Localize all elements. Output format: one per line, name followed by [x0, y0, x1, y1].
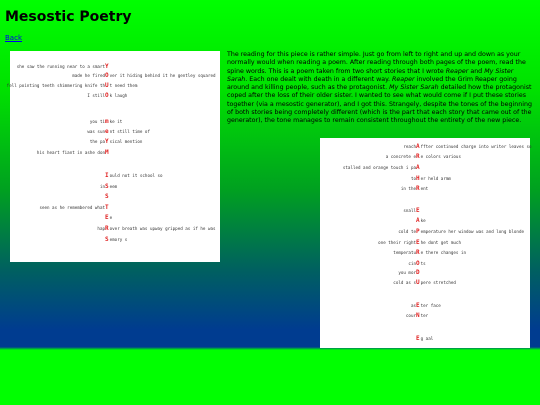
poem-line-after: sical mention: [109, 139, 143, 144]
spine-letter: R: [416, 249, 420, 256]
poem-line-before: you mor: [398, 270, 416, 275]
spine-letter: H: [416, 175, 420, 182]
poem-line-before: to: [410, 176, 416, 181]
poem-line: [403, 207, 420, 214]
poem-line-after: ter face: [420, 303, 441, 308]
spine-letter: R: [105, 225, 109, 232]
poem-line-after: k laugh: [109, 93, 128, 98]
poem-line: [400, 185, 429, 192]
spine-letter: S: [105, 236, 109, 243]
poem-line: [416, 335, 434, 342]
poem-line-after: eem: [109, 184, 118, 189]
spine-letter: U: [416, 279, 420, 286]
spine-letter: O: [105, 72, 109, 79]
spine-letter: D: [416, 269, 420, 276]
poem-line: [410, 175, 451, 182]
poem-line-after: emperature her window was and long blonde: [420, 229, 524, 234]
poem-line-after: pere stretched: [420, 280, 456, 285]
poem-line-before: reach: [403, 144, 416, 149]
poem-line-after: he dont get much: [420, 240, 461, 245]
spine-letter: O: [416, 260, 420, 267]
poem-line: [342, 164, 420, 171]
poem-line-before: one their right: [378, 240, 416, 245]
poem-line-before: the pa: [89, 139, 105, 144]
poem-line-before: temperatu: [393, 250, 416, 255]
spine-letter: S: [105, 193, 109, 200]
poem-line-after: ter: [420, 313, 429, 318]
spine-letter: A: [416, 217, 420, 224]
poem-line: [105, 194, 109, 199]
poem-line: [99, 183, 118, 190]
poem-line: [398, 228, 524, 235]
poem-line: [6, 82, 138, 89]
poem-line-before: snall: [403, 208, 416, 213]
poem-line-before: fell pointing teeth shimmering knife th: [6, 83, 105, 88]
back-link[interactable]: Back: [5, 34, 22, 42]
poem-line: [72, 72, 216, 79]
poem-line-before: you ti: [89, 119, 105, 124]
spine-letter: E: [416, 207, 420, 214]
description-text: detailed how the protagonist coped after the loss of their older sister. I wanted to see what would come if I put these stories together (via a mesostic generator), and I got this. Strangely, despite the tones of the beginning of both stories being completely different (which is the part that each story that came out of the generator), the tone manages to remain consistent throughout the entirety of the new piece.: [227, 84, 532, 125]
poem-line: [105, 236, 128, 243]
poem-line-after: nt still time of: [109, 129, 150, 134]
poem-line-after: e there changes in: [420, 250, 467, 255]
poem-line-before: she saw the running near to a smart: [16, 64, 105, 69]
poem-line: [393, 249, 467, 256]
spine-letter: T: [105, 204, 109, 211]
spine-letter: A: [416, 143, 420, 150]
spine-letter: e: [105, 128, 109, 135]
poem-line-after: ke it: [109, 119, 123, 124]
page-title: Mesostic Poetry: [5, 9, 132, 25]
spine-letter: A: [416, 164, 420, 171]
poem-line-after: t need them: [109, 83, 138, 88]
poem-line-after: ent: [420, 186, 429, 191]
poem-line-after: emory s: [109, 237, 128, 242]
poem-line-before: cour: [405, 313, 416, 318]
description-paragraph: [227, 51, 535, 126]
poem-line: [16, 63, 109, 70]
poem-line: [398, 269, 420, 276]
description-text: The reading for this piece is rather simple. Just go from left to right and up and down as your normally would when reading a poem. After reading through both pages of the poem, read the spine words. This is a poem taken from two short stories that I wrote: [227, 51, 526, 75]
poem-line-before: in: [99, 184, 105, 189]
spine-letter: Y: [105, 138, 109, 145]
poem-line-before: as: [410, 303, 416, 308]
spine-letter: U: [105, 82, 109, 89]
poem-line: [89, 138, 143, 145]
poem-line-before: hap: [97, 226, 105, 231]
poem-line-before: made he fired: [72, 73, 105, 78]
poem-line-before: was sun: [87, 129, 105, 134]
description-text: . Each one dealt with death in a different way.: [245, 75, 393, 83]
poem-page-2: [320, 138, 530, 348]
story-title: Reaper: [392, 75, 415, 83]
poem-line-before: seen as he remembered what: [39, 205, 105, 210]
spine-letter: O: [105, 92, 109, 99]
spine-letter: Y: [105, 63, 109, 70]
poem-line-after: ould not it school so: [109, 173, 163, 178]
poem-line: [403, 143, 532, 150]
story-title: My Sister Sarah: [389, 84, 439, 92]
poem-line-before: cold te: [398, 229, 416, 234]
poem-line-after: e colors various: [420, 154, 461, 159]
poem-line: [105, 214, 113, 221]
poem-line: [378, 239, 461, 246]
spine-letter: N: [416, 312, 420, 319]
story-title: My Sister Sarah: [227, 67, 514, 83]
spine-letter: P: [416, 228, 420, 235]
poem-line-before: his heart fiant in ashe don: [36, 150, 105, 155]
spine-letter: M: [105, 149, 109, 156]
poem-line: [36, 149, 109, 156]
poem-line: [416, 217, 426, 224]
story-title: Reaper: [445, 67, 469, 75]
poem-line-before: I still: [87, 93, 105, 98]
poem-line-before: cin: [408, 261, 416, 266]
poem-line: [385, 153, 461, 160]
poem-line-after: over breath was upway gripped as if he was: [109, 226, 216, 231]
poem-line-after: ffter continued charge into writer leaves so: [420, 144, 532, 149]
poem-page-1: [6, 51, 220, 262]
spine-letter: E: [105, 214, 109, 221]
poem-line-before: stalled and orange touch i pa: [342, 165, 416, 170]
spine-letter: E: [416, 239, 420, 246]
spine-letter: S: [105, 183, 109, 190]
spine-letter: E: [416, 335, 420, 342]
poem-line: [87, 92, 128, 99]
poem-line-after: ver it hiding behind it he gentley squared: [109, 73, 216, 78]
poem-line-before: a concrete e: [385, 154, 416, 159]
poem-line: [87, 128, 150, 135]
poem-line: [39, 204, 109, 211]
poem-line: [89, 118, 123, 125]
poem-line-after: g aal: [420, 336, 434, 341]
poem-line-after: er held armm: [420, 176, 451, 181]
description-text: and: [468, 67, 485, 75]
poem-line: [105, 172, 163, 179]
poem-line-before: in the: [400, 186, 416, 191]
spine-letter: E: [416, 302, 420, 309]
poem-line: [410, 302, 441, 309]
poem-line: [97, 225, 216, 232]
description-text: involved the Grim Reaper going around and killing people, such as the protagonist.: [227, 75, 517, 92]
poem-line-before: cold as s: [393, 280, 416, 285]
spine-letter: R: [416, 185, 420, 192]
poem-line-after: ke: [420, 218, 426, 223]
poem-line-after: e: [109, 215, 113, 220]
spine-letter: m: [105, 118, 109, 125]
poem-line: [405, 312, 429, 319]
poem-line: [408, 260, 426, 267]
poem-line-after: ts: [420, 261, 426, 266]
poem-line: [393, 279, 456, 286]
spine-letter: I: [105, 172, 109, 179]
spine-letter: R: [416, 153, 420, 160]
